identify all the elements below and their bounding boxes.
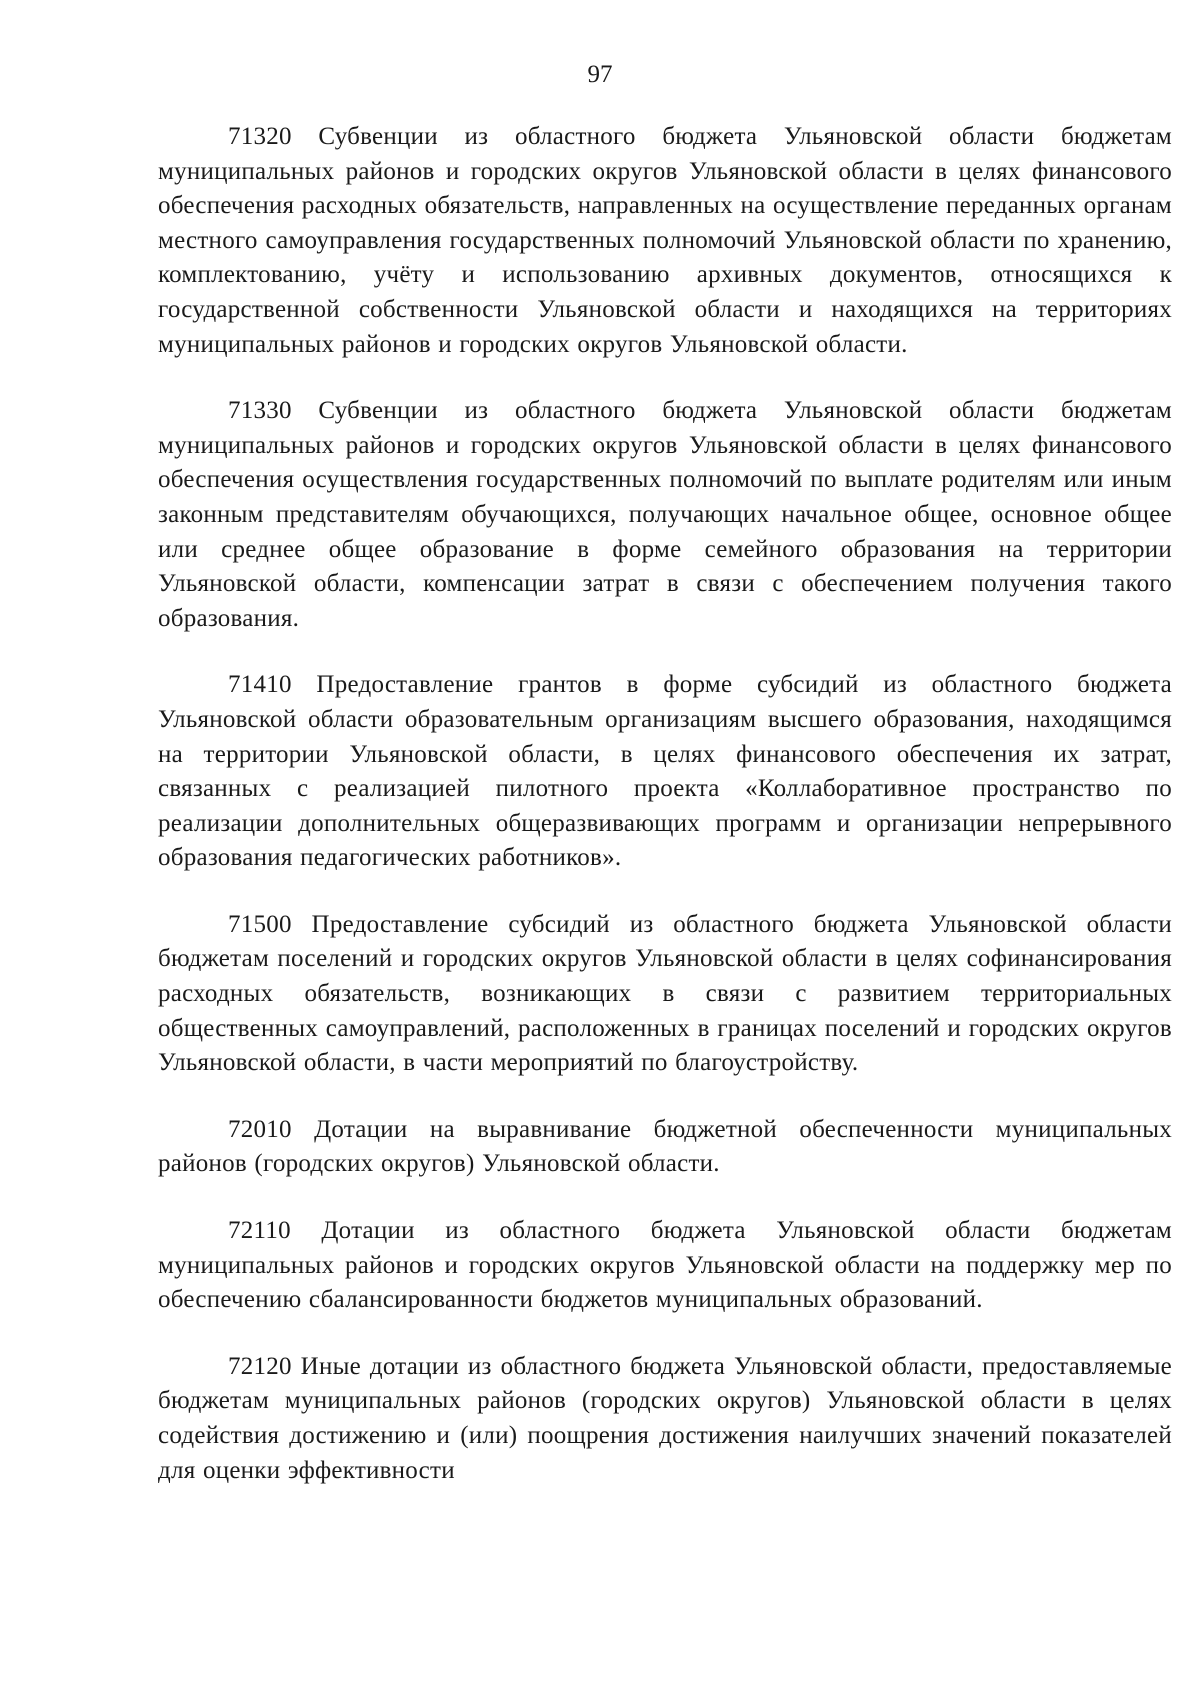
- paragraph-71500: [158, 908, 1172, 1081]
- budget-code: 71500: [228, 910, 292, 938]
- paragraph-text: Иные дотации из областного бюджета Ульяновской области, предоставляемые бюджетам муниципальных районов (городских округов) Ульяновской области в целях содействия достижению и (или) поощрения достижения наилучших значений показателей для оценки эффективности: [158, 1352, 1173, 1484]
- budget-code: 71320: [228, 123, 292, 150]
- paragraph-text: Дотации из областного бюджета Ульяновской области бюджетам муниципальных районов и городских округов Ульяновской области на поддержку мер по обеспечению сбалансированности бюджетов муниципальных образований.: [158, 1217, 1172, 1314]
- document-body: [158, 120, 1172, 1520]
- budget-code: 71410: [228, 671, 292, 699]
- budget-code: 71330: [228, 397, 292, 425]
- paragraph-text: Предоставление субсидий из областного бюджета Ульяновской области бюджетам поселений и городских округов Ульяновской области в целях софинансирования расходных обязательств, возникающих в связи с развитием территориальных общественных самоуправлений, расположенных в границах поселений и городских округов Ульяновской области, в части мероприятий по благоустройству.: [158, 910, 1173, 1077]
- paragraph-text: Субвенции из областного бюджета Ульяновской области бюджетам муниципальных районов и городских округов Ульяновской области в целях финансового обеспечения расходных обязательств, направленных на осуществление переданных органам местного самоуправления государственных полномочий Ульяновской области по хранению, комплектованию, учёту и использованию архивных документов, относящихся к государственной собственности Ульяновской области и находящихся на территориях муниципальных районов и городских округов Ульяновской области.: [158, 123, 1172, 358]
- paragraph-71410: [158, 668, 1172, 876]
- paragraph-72110: [158, 1214, 1172, 1318]
- paragraph-72120: [158, 1350, 1172, 1488]
- page-number: 97: [587, 61, 613, 88]
- paragraph-text: Дотации на выравнивание бюджетной обеспеченности муниципальных районов (городских округов) Ульяновской области.: [158, 1115, 1173, 1178]
- paragraph-text: Субвенции из областного бюджета Ульяновской области бюджетам муниципальных районов и городских округов Ульяновской области в целях финансового обеспечения осуществления государственных полномочий по выплате родителям или иным законным представителям обучающихся, получающих начальное общее, основное общее или среднее общее образование в форме семейного образования на территории Ульяновской области, компенсации затрат в связи с обеспечением получения такого образования.: [158, 397, 1172, 632]
- paragraph-71320: [158, 120, 1172, 362]
- paragraph-72010: [158, 1113, 1172, 1182]
- budget-code: 72010: [228, 1115, 292, 1143]
- paragraph-text: Предоставление грантов в форме субсидий из областного бюджета Ульяновской области образовательным организациям высшего образования, находящимся на территории Ульяновской области, в целях финансового обеспечения их затрат, связанных с реализацией пилотного проекта «Коллаборативное пространство по реализации дополнительных общеразвивающих программ и организации непрерывного образования педагогических работников».: [158, 671, 1173, 872]
- paragraph-71330: [158, 394, 1172, 636]
- budget-code: 72120: [228, 1352, 292, 1380]
- budget-code: 72110: [228, 1217, 291, 1245]
